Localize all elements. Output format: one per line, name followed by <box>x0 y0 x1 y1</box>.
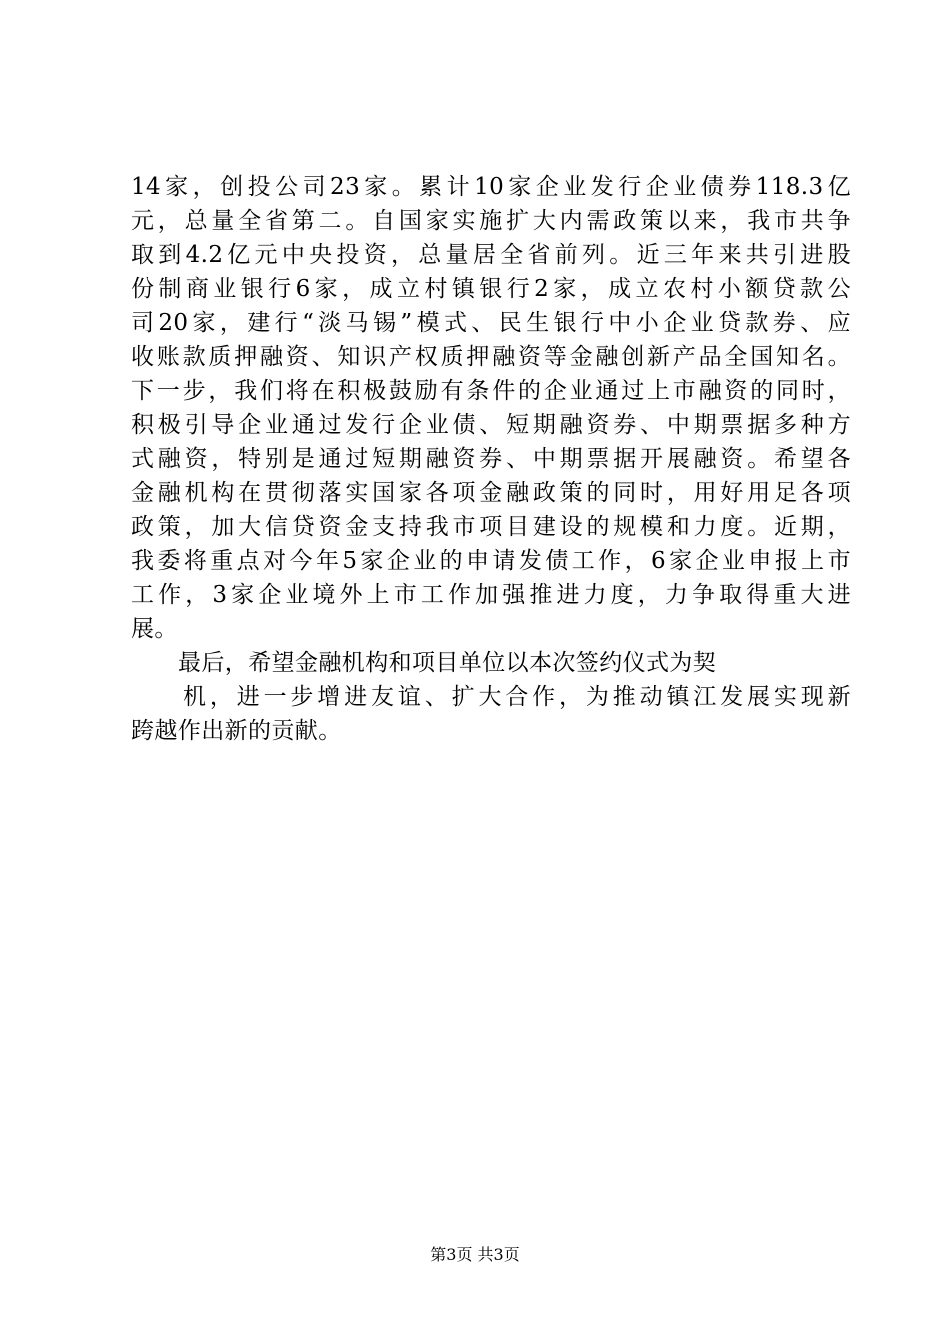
text-line: 式融资，特别是通过短期融资券、中期票据开展融资。希望各 <box>131 446 851 472</box>
text-line: 取到4.2亿元中央投资，总量居全省前列。近三年来共引进股 <box>131 242 851 268</box>
body-text <box>131 170 851 748</box>
page-footer <box>0 1245 950 1265</box>
text-line: 14家，创投公司23家。累计10家企业发行企业债券118.3亿 <box>131 174 851 200</box>
text-line: 积极引导企业通过发行企业债、短期融资券、中期票据多种方 <box>131 412 851 438</box>
page-number: 第3页 共3页 <box>430 1245 520 1264</box>
text-line: 跨越作出新的贡献。 <box>131 718 342 744</box>
text-line: 收账款质押融资、知识产权质押融资等金融创新产品全国知名。 <box>131 344 851 370</box>
text-line: 司20家，建行“淡马锡”模式、民生银行中小企业贷款券、应 <box>131 310 851 336</box>
text-line: 我委将重点对今年5家企业的申请发债工作，6家企业申报上市 <box>131 548 851 574</box>
text-line: 政策，加大信贷资金支持我市项目建设的规模和力度。近期， <box>131 514 851 540</box>
text-line: 元，总量全省第二。自国家实施扩大内需政策以来，我市共争 <box>131 208 851 234</box>
text-line: 最后，希望金融机构和项目单位以本次签约仪式为契 <box>178 650 717 676</box>
text-line: 份制商业银行6家，成立村镇银行2家，成立农村小额贷款公 <box>131 276 851 302</box>
text-line: 机，进一步增进友谊、扩大合作，为推动镇江发展实现新 <box>183 684 851 710</box>
text-line: 下一步，我们将在积极鼓励有条件的企业通过上市融资的同时， <box>131 378 851 404</box>
text-line: 工作，3家企业境外上市工作加强推进力度，力争取得重大进 <box>131 582 851 608</box>
text-line: 展。 <box>131 616 178 642</box>
text-line: 金融机构在贯彻落实国家各项金融政策的同时，用好用足各项 <box>131 480 851 506</box>
